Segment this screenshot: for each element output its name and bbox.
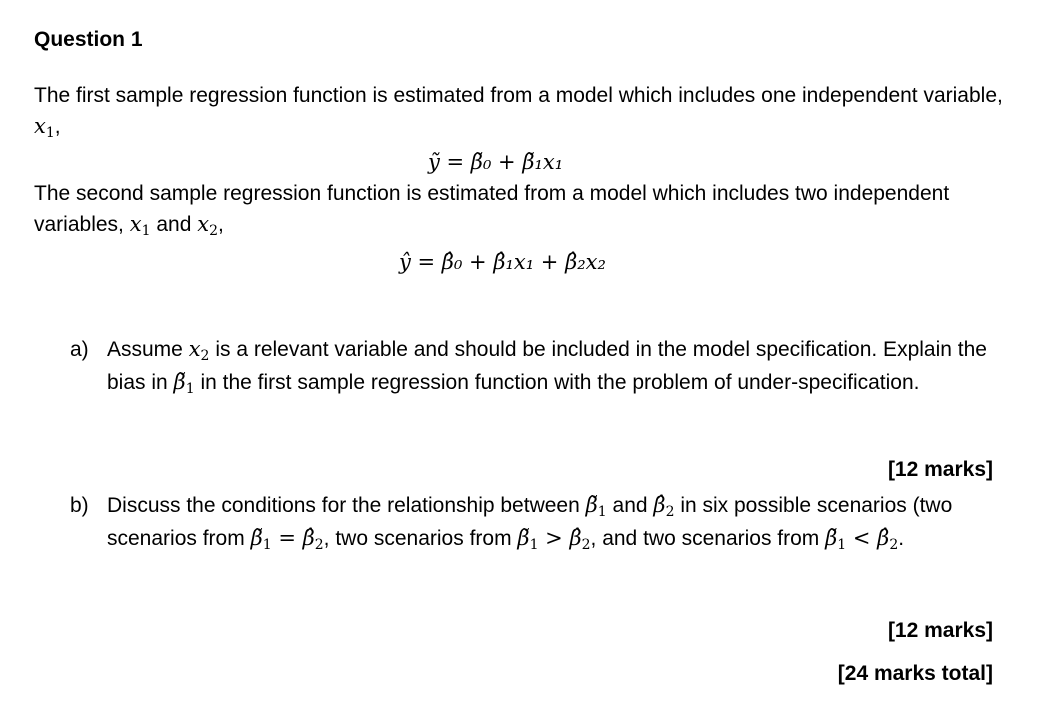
part-b-text: Discuss the conditions for the relationship between $\betã_1$ and $\betâ_2$ in six possible scenarios (two scenarios from $\betã_1$ = $\betâ_2$, two scenarios from $\betã_1$ > $\betâ_2$, and two scenarios from $\betã_1$ < $\betâ_2$.: [107, 493, 953, 553]
part-a-text: Assume $x_2$ is a relevant variable and should be included in the model specification. Explain the bias in $\betã_1$ in the first sample regression function with the problem of under-specification.: [107, 337, 987, 397]
math-x2: $x_2$: [188, 337, 210, 364]
intro-1-text: The first sample regression function is estimated from a model which includes one independent variable,: [34, 84, 1003, 107]
intro-2-text: The second sample regression function is estimated from a model which includes two independent variables,: [34, 182, 950, 236]
part-a-label: a): [70, 338, 89, 361]
math-beta1-tilde: $\betã_1$: [585, 493, 607, 520]
math-beta-less: $\betã_1$ < $\betâ_2$: [825, 526, 899, 553]
total-marks: [24 marks total]: [837, 662, 993, 685]
intro-paragraph-2: The second sample regression function is estimated from a model which includes two independent variables, $x_1$ and $x_2$,: [34, 182, 950, 239]
part-a: [70, 333, 1010, 399]
math-x1: $x_1$: [129, 212, 151, 239]
math-x2: $x_2$: [197, 212, 218, 239]
math-beta2-hat: $\betâ_2$: [653, 493, 675, 520]
intro-2-and: and: [156, 213, 192, 236]
equation-multiple-regression: ŷ = β̂₀ + β̂₁x₁ + β̂₂x₂: [399, 250, 606, 274]
part-b: [70, 489, 1010, 555]
part-b-label: b): [70, 494, 89, 517]
part-a-marks: [12 marks]: [887, 458, 993, 481]
math-x1: $x_1$: [34, 114, 55, 141]
equation-simple-regression: ỹ = β̃₀ + β̃₁x₁: [428, 150, 564, 174]
question-title: Question 1: [34, 28, 143, 51]
intro-paragraph-1: The first sample regression function is estimated from a model which includes one independent variable, $x_1$,: [34, 84, 1003, 141]
math-beta-greater: $\betã_1$ > $\betâ_2$: [517, 526, 591, 553]
math-beta1-tilde: $\betã_1$: [173, 370, 195, 397]
math-beta-equal: $\betã_1$ = $\betâ_2$: [250, 526, 324, 553]
part-b-marks: [12 marks]: [887, 619, 993, 642]
